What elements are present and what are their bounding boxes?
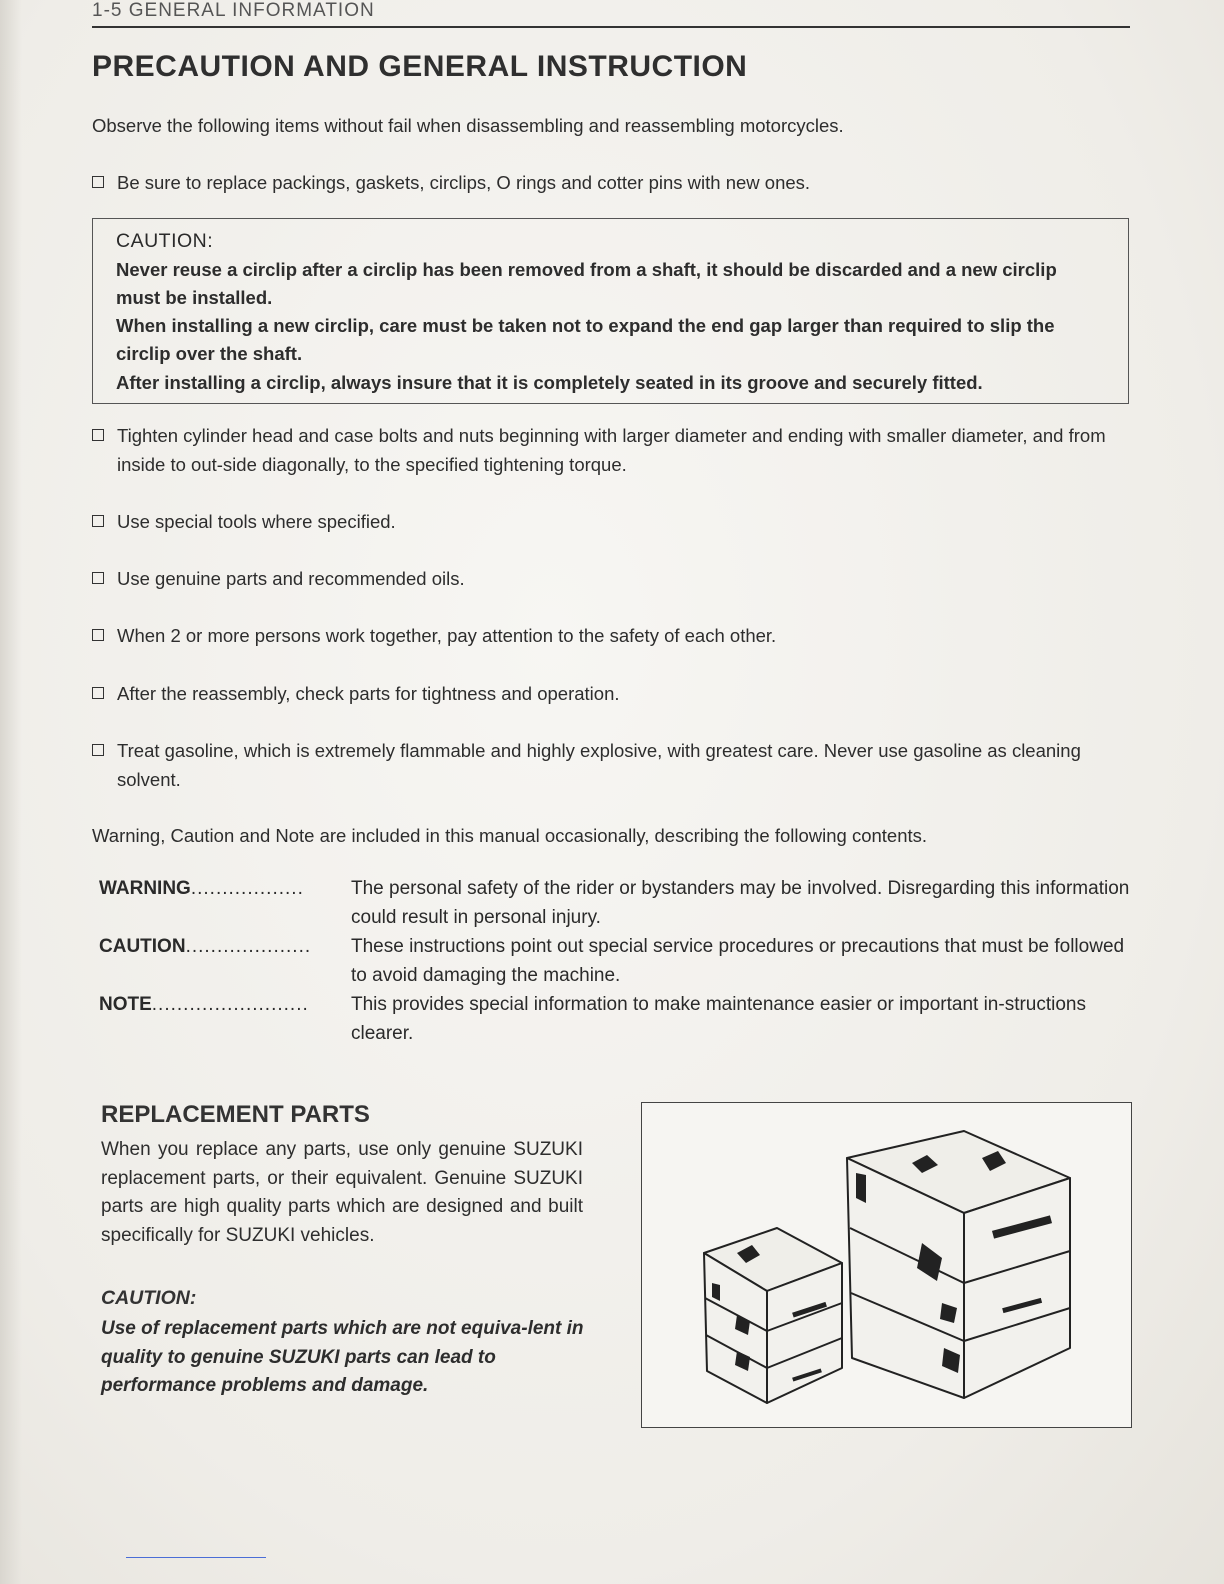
list-item [92, 737, 1132, 794]
definition-term [99, 874, 351, 903]
checkbox-square-icon [92, 515, 104, 527]
leader-dots: ......................... [151, 994, 309, 1015]
term-label: NOTE [99, 994, 152, 1015]
definition-text: The personal safety of the rider or bystanders may be involved. Disregarding this information could result in personal injury. [351, 878, 1130, 928]
replacement-caution-label: CAUTION: [101, 1287, 197, 1309]
checkbox-square-icon [92, 687, 104, 699]
definition-term [99, 932, 351, 961]
leader-dots: .................. [190, 878, 304, 899]
replacement-parts-text: When you replace any parts, use only genuine SUZUKI replacement parts, or their equivalent. Genuine SUZUKI parts are high quality parts which are designed and built specifically for SUZUKI vehicles. [101, 1139, 583, 1246]
term-label: CAUTION [99, 936, 186, 957]
list-item [92, 622, 1132, 651]
definition-term [99, 990, 351, 1019]
list-item [92, 422, 1132, 479]
leader-dots: .................... [185, 936, 312, 957]
list-item [92, 169, 1132, 198]
page-title: PRECAUTION AND GENERAL INSTRUCTION [92, 50, 748, 83]
suzuki-parts-boxes-illustration-icon [642, 1103, 1130, 1426]
list-item-text: Tighten cylinder head and case bolts and nuts beginning with larger diameter and ending with smaller diameter, and from inside to out-side diagonally, to the specified tightening torque. [117, 425, 1106, 475]
scan-edge-shadow [0, 0, 22, 1584]
replacement-caution-text: Use of replacement parts which are not equiva-lent in quality to genuine SUZUKI parts can lead to performance problems and damage. [101, 1318, 584, 1396]
checkbox-square-icon [92, 744, 104, 756]
definition-row [99, 874, 1134, 932]
definitions-list [99, 874, 1134, 1048]
list-item [92, 565, 1132, 594]
list-item-text: Use genuine parts and recommended oils. [117, 568, 465, 589]
section-header: 1-5 GENERAL INFORMATION [92, 0, 375, 21]
caution-heading: CAUTION: [116, 230, 214, 252]
parts-boxes-figure [641, 1102, 1132, 1428]
term-label: WARNING [99, 878, 191, 899]
caution-box [92, 218, 1129, 404]
definitions-intro: Warning, Caution and Note are included in this manual occasionally, describing the following contents. [92, 825, 928, 846]
list-item-text: Treat gasoline, which is extremely flammable and highly explosive, with greatest care. Never use gasoline as cleaning solvent. [117, 740, 1081, 790]
intro-text: Observe the following items without fail when disassembling and reassembling motorcycles. [92, 115, 844, 136]
checkbox-square-icon [92, 572, 104, 584]
list-item-text: Use special tools where specified. [117, 511, 396, 532]
list-item-text: After the reassembly, check parts for tightness and operation. [117, 683, 620, 704]
caution-line: When installing a new circlip, care must be taken not to expand the end gap larger than required to slip the circlip over the shaft. [116, 315, 1055, 365]
list-item-text: When 2 or more persons work together, pay attention to the safety of each other. [117, 625, 777, 646]
caution-line: Never reuse a circlip after a circlip has been removed from a shaft, it should be discarded and a new circlip must be installed. [116, 258, 1057, 308]
checkbox-square-icon [92, 176, 104, 188]
checkbox-square-icon [92, 629, 104, 641]
definition-text: This provides special information to make maintenance easier or important in-structions clearer. [351, 994, 1086, 1044]
list-item [92, 680, 1132, 709]
replacement-parts-heading: REPLACEMENT PARTS [101, 1101, 370, 1128]
bottom-link-underline [126, 1557, 266, 1558]
checkbox-square-icon [92, 429, 104, 441]
definition-row [99, 990, 1134, 1048]
definition-row [99, 932, 1134, 990]
caution-line: After installing a circlip, always insure that it is completely seated in its groove and securely fitted. [116, 371, 983, 393]
list-item [92, 508, 1132, 537]
list-item-text: Be sure to replace packings, gaskets, circlips, O rings and cotter pins with new ones. [117, 172, 811, 193]
header-rule [92, 26, 1130, 28]
definition-text: These instructions point out special service procedures or precautions that must be followed to avoid damaging the machine. [351, 936, 1125, 986]
